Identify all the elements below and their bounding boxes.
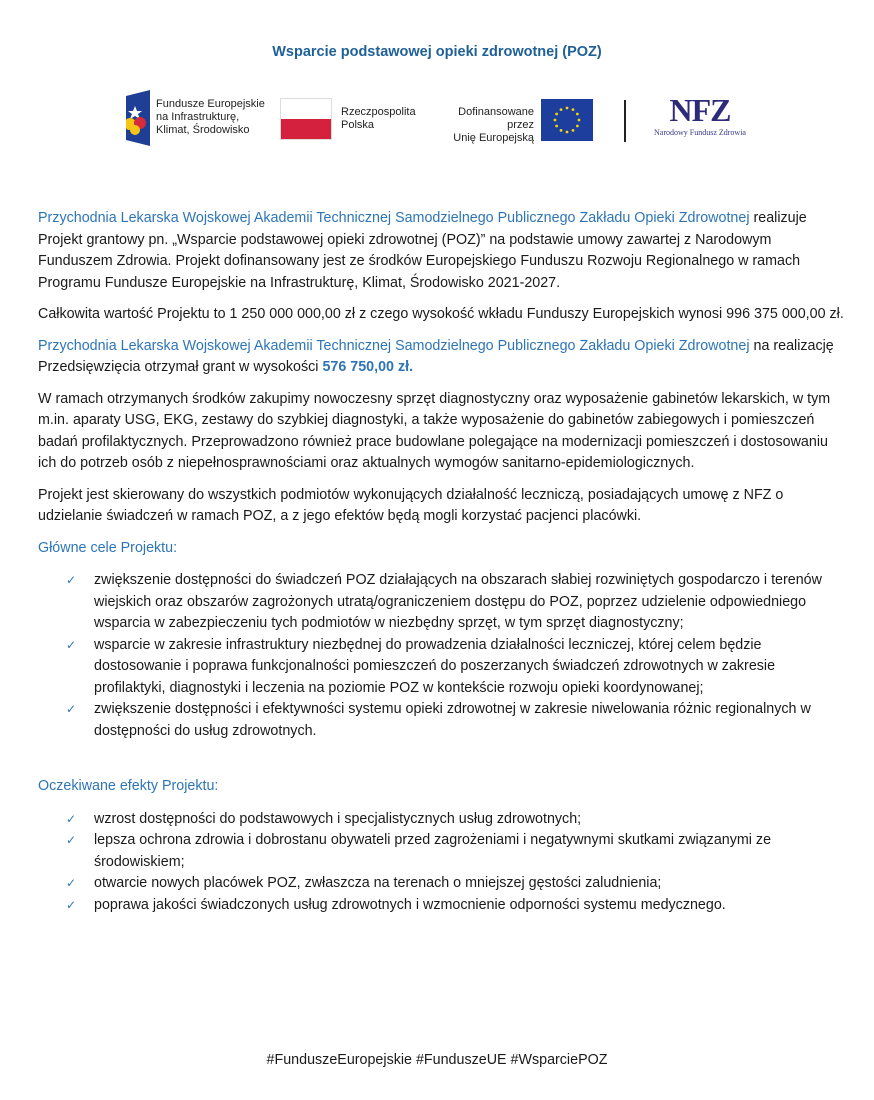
fundusze-europejskie-icon [126,90,150,146]
fundusze-europejskie-logo [126,88,276,148]
goal-item [66,635,848,700]
eu-star-icon [572,129,575,132]
effect-item [66,830,848,873]
effect-text: otwarcie nowych placówek POZ, zwłaszcza na terenach o mniejszej gęstości zaludnienia; [94,875,662,891]
eu-star-icon [560,108,563,111]
goal-item [66,699,848,742]
nfz-logo [650,94,750,150]
eu-star-icon [578,119,581,122]
check-icon: ✓ [66,833,77,847]
grant-paragraph [38,336,848,379]
check-icon: ✓ [66,897,77,912]
check-icon: ✓ [66,573,77,587]
goal-item [66,570,848,635]
rzeczpospolita-polska-logo [280,88,420,148]
eu-star-icon [555,125,558,128]
check-icon: ✓ [66,702,77,716]
effect-text: poprawa jakości świadczonych usług zdrowotnych i wzmocnienie odporności systemu medycznego. [94,896,726,913]
logo-bar [0,88,874,150]
eu-star-icon [555,113,558,116]
eu-star-icon [566,107,569,110]
eu-flag-icon [541,99,593,141]
logo-divider [624,100,626,142]
eu-star-icon [576,113,579,116]
eu-line: Unię Europejską [453,132,534,144]
eu-star-icon [576,125,579,128]
organization-name: Przychodnia Lekarska Wojskowej Akademii Technicznej Samodzielnego Publicznego Zakładu Opieki Zdrowotnej [38,210,750,226]
eu-line: Dofinansowane przez [458,106,534,131]
fe-line: Fundusze Europejskie [156,98,265,110]
grant-amount: 576 750,00 zł. [322,359,414,375]
organization-name: Przychodnia Lekarska Wojskowej Akademii Technicznej Samodzielnego Publicznego Zakładu Opieki Zdrowotnej [38,337,750,354]
effect-item [66,895,848,917]
goals-heading: Główne cele Projektu: [38,539,178,556]
page-title: Wsparcie podstawowej opieki zdrowotnej (POZ) [272,44,602,60]
eu-star-icon [560,129,563,132]
eu-star-icon [554,119,557,122]
target-paragraph: Projekt jest skierowany do wszystkich podmiotów wykonujących działalność leczniczą, posiadających umowę z NFZ o udzielanie świadczeń w ramach POZ, a z jego efektów będą mogli korzystać pacjenci placówki. [38,486,784,524]
hashtags: #FunduszeEuropejskie #FunduszeUE #WsparciePOZ [266,1052,608,1068]
effect-text: wzrost dostępności do podstawowych i specjalistycznych usług zdrowotnych; [94,810,582,827]
equipment-paragraph: W ramach otrzymanych środków zakupimy nowoczesny sprzęt diagnostyczny oraz wyposażenie gabinetów lekarskich, w tym m.in. aparaty USG, EKG, zestawy do szybkiej diagnostyki, a także wyposażenie do gabinetów zabiegowych i pomieszczeń badań profilaktycznych. Przeprowadzono również prace budowlane polegające na modernizacji pomieszczeń i dostosowaniu ich do potrzeb osób z niepełnosprawnościami oraz aktualnych wymogów sanitarno-epidemiologicznych. [38,390,831,471]
grant-text: na realizację Przedsięwzięcia otrzymał grant w wysokości [38,337,834,375]
effect-item [66,809,848,831]
goal-text: zwiększenie dostępności do świadczeń POZ działających na obszarach słabiej rozwiniętych gospodarczo i terenów wiejskich oraz obszarów zagrożonych utratą/ograniczeniem dostępu do POZ, poprzez udzielenie odpowiedniego wsparcia w zabezpieczeniu tych podmiotów w niezbędny sprzęt, w tym sprzęt diagnostyczny; [94,572,822,631]
goal-text: wsparcie w zakresie infrastruktury niezbędnej do prowadzenia działalności leczniczej, której celem będzie dostosowanie i poprawa funkcjonalności pomieszczeń do poszerzanych świadczeń zdrowotnych w zakresie profilaktyki, diagnostyki i leczenia na poziomie POZ w kontekście rozwoju opieki koordynowanej; [94,636,776,696]
eu-star-icon [566,131,569,134]
effect-text: lepsza ochrona zdrowia i dobrostanu obywateli przed zagrożeniami i negatywnymi skutkami związanymi ze środowiskiem; [94,832,772,870]
project-value-paragraph: Całkowita wartość Projektu to 1 250 000 000,00 zł z czego wysokość wkładu Funduszy Europejskich wynosi 996 375 000,00 zł. [38,306,844,322]
eu-star-icon [572,108,575,111]
check-icon: ✓ [66,876,77,890]
fe-line: Klimat, Środowisko [156,124,250,136]
check-icon: ✓ [66,637,77,652]
check-icon: ✓ [66,811,77,826]
intro-text: realizuje Projekt grantowy pn. „Wsparcie podstawowej opieki zdrowotnej (POZ)” na podstawie umowy zawartej z Narodowym Funduszem Zdrowia. Projekt dofinansowany jest ze środków Europejskiego Funduszu Rozwoju Regionalnego w ramach Programu Fundusze Europejskie na Infrastrukturę, Klimat, Środowisko 2021-2027. [38,210,807,291]
nfz-mark: NFZ [669,92,731,128]
polish-flag-icon [280,98,332,140]
goals-list [38,570,848,742]
document-body [38,208,848,916]
rp-line: Polska [341,119,375,131]
eu-cofinanced-logo [432,88,602,148]
intro-paragraph [38,208,848,294]
effect-item [66,873,848,895]
nfz-subtitle: Narodowy Fundusz Zdrowia [654,128,746,137]
fe-line: na Infrastrukturę, [156,111,240,123]
goal-text: zwiększenie dostępności i efektywności systemu opieki zdrowotnej w zakresie niwelowania różnic regionalnych w dostępności do usług zdrowotnych. [94,701,811,739]
effects-heading: Oczekiwane efekty Projektu: [38,778,219,794]
rp-line: Rzeczpospolita [341,106,416,118]
effects-list [38,809,848,917]
